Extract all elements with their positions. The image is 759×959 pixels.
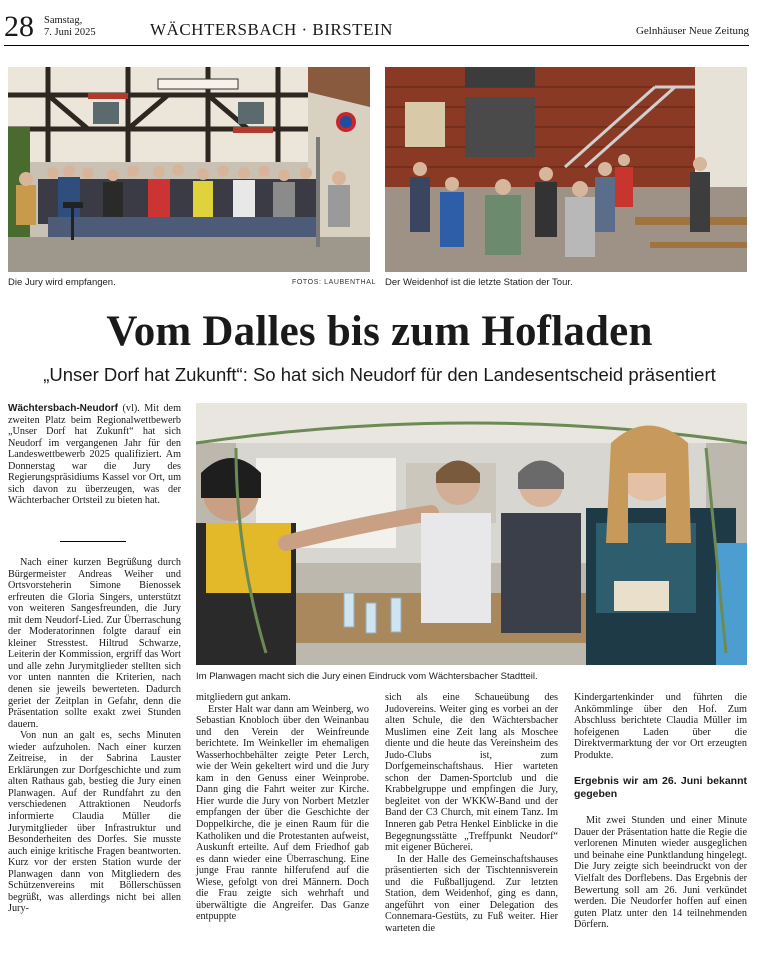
photo-planwagen [196,403,747,665]
article-headline: Vom Dalles bis zum Hofladen [106,308,653,355]
col1-paragraph-1: Nach einer kurzen Begrüßung durch Bürgermeister Andreas Weiher und Ortsvorsteherin Simone Bienossek erfreuten die Gloria Singers, unterstützt von weiteren Sangesfreunden, die Jury mit dem Neudorf-Lied. Zur Überraschung der Moderatorinnen folgte darauf ein kleiner Stresstest. Hiltrud Schwarze, Leiterin der Kommission, ergriff das Wort und alle zehn Jurymitglieder stellten sich vor unten nannten die Kriterien, nach denen sie jeweils bewerteten. Dadurch geriet der Zeitplan in Gefahr, denn die Präsentation sollte exakt zwei Stunden dauern. [8,557,181,730]
header-rule [4,45,749,46]
photo-caption-2: Der Weidenhof ist die letzte Station der Tour. [385,277,573,288]
issue-date-text: 7. Juni 2025 [44,27,96,38]
column-4 [574,692,747,931]
article-subheadline: „Unser Dorf hat Zukunft“: So hat sich Neudorf für den Landesentscheid präsentiert [43,364,716,385]
section-title: WÄCHTERSBACH · BIRSTEIN [150,20,393,39]
article-location: Wächtersbach-Neudorf [8,403,119,414]
column-3 [385,692,558,934]
column-2 [196,692,369,923]
photo-credit: FOTOS: LAUBENTHAL [292,279,376,286]
page-number: 28 [4,10,34,43]
photo-weidenhof [385,67,747,272]
col3-paragraph-2: In der Halle des Gemeinschaftshauses präsentierten sich der Tischtennisverein und die Fußballjugend. Zur letzten Station, dem Weidenhof, ging es dann, angeführt von einer Delegation des Connemara-Gestüts, zu Fuß weiter. Hier warteten die [385,853,558,934]
column-1 [8,557,181,915]
col3-paragraph-1: sich als eine Schaueübung des Judovereins. Weiter ging es vorbei an der alten Schule, die den Wächtersbacher Muslimen eine Zeit lang als Moschee diente und die heute das Vereinsheim des Judo-Clubs ist, zum Dorfgemeinschaftshaus. Hier warteten schon der Damen-Sportclub und die Krabbelgruppe und empfingen die Jury, begleitet von der WKKW-Band und der Band der C3 Church, mit einem Tanz. Im Inneren gab Petra Henkel Einblicke in die Begegnungsstätte „Treffpunkt Neudorf“ mit eigener Bücherei. [385,692,558,854]
photo-jury-reception [8,67,370,272]
article-lead-text: (vl). Mit dem zweiten Platz beim Regionalwettbewerb „Unser Dorf hat Zukunft“ hat sich Neudorf im vergangenen Jahr für den Landeswettbewerb 2025 qualifiziert. Am Donnerstag war die Jury des Regierungspräsidiums Kassel vor Ort, um sich davon zu überzeugen, was der Wächterbacher Ortsteil zu bieten hat. [8,403,181,507]
col2-paragraph-2: Erster Halt war dann am Weinberg, wo Sebastian Knobloch über den Weinanbau und den Verein der Weinfreunde berichtete. Im Weinkeller im ehemaligen Wasserhochbehälter zeigte Peter Lerch, wie der Wein gekeltert wird und die Jury kam in den Genuss einer Weinprobe. Dann ging die Fahrt weiter zur Kirche. Hier wurde die Jury von Norbert Metzler empfangen der über die Geschichte der Doppelkirche, die je einen Raum für die Katholiken und die Protestanten aufweist, Auskunft erteilte. Auf dem Friedhof gab es dann wieder eine Überraschung. Eine junge Frau rannte hilferufend auf die Wiese, gefolgt von drei Männern. Doch die Frau zeigte sich wehrhaft und überwältigte die Angreifer. Das Ganze entpuppte [196,703,369,923]
photo-caption-3: Im Planwagen macht sich die Jury einen Eindruck vom Wächtersbacher Stadtteil. [196,671,538,682]
col2-paragraph-1: mitgliedern gut ankam. [196,692,291,703]
article-lead [8,403,181,507]
issue-day: Samstag, [44,15,83,26]
col1-paragraph-2: Von nun an galt es, sechs Minuten wieder aufzuholen. Nach einer kurzen Zeitreise, in der Sabrina Lauster Erklärungen zur Dorfgeschichte und zum alten Rathaus gab, bestieg die Jury einen Planwagen. Auf der Rundfahrt zu den verschiedenen Attraktionen Neudorfs informierte Claudia Müller die Jurymitglieder über Infrastruktur und Besonderheiten des Dorfes. Sie musste auch einige kritische Fragen beantworten. Kurz vor der ersten Station wurde der Planwagen dann von Mitgliedern des Schützenvereins mit Böllerschüssen begrüßt, was allerdings nicht bei allen Jury- [8,730,181,915]
col4-subtitle: Ergebnis wir am 26. Juni bekannt gegeben [574,775,747,801]
lead-separator [60,541,126,542]
photo-caption-1: Die Jury wird empfangen. [8,277,116,288]
col4-paragraph-2: Mit zwei Stunden und einer Minute Dauer der Präsentation hatte die Regie die verlorenen Minuten wieder ausgeglichen und beinahe eine Punktlandung hingelegt. Die Jury zeigte sich beeindruckt von der Vielfalt des Dorflebens. Das Ergebnis der Bewertung soll am 26. Juni verkündet werden. Die Neudorfer hoffen auf einen guten Platz unter den 14 teilnehmenden Dörfern. [574,815,747,931]
col4-paragraph-1: Kindergartenkinder und führten die Ankömmlinge über den Hof. Zum Abschluss berichtete Claudia Müller im hofeigenen Laden über die Direktvermarktung der vor Ort erzeugten Produkte. [574,692,747,761]
issue-date [44,15,96,39]
newspaper-name: Gelnhäuser Neue Zeitung [635,25,749,37]
